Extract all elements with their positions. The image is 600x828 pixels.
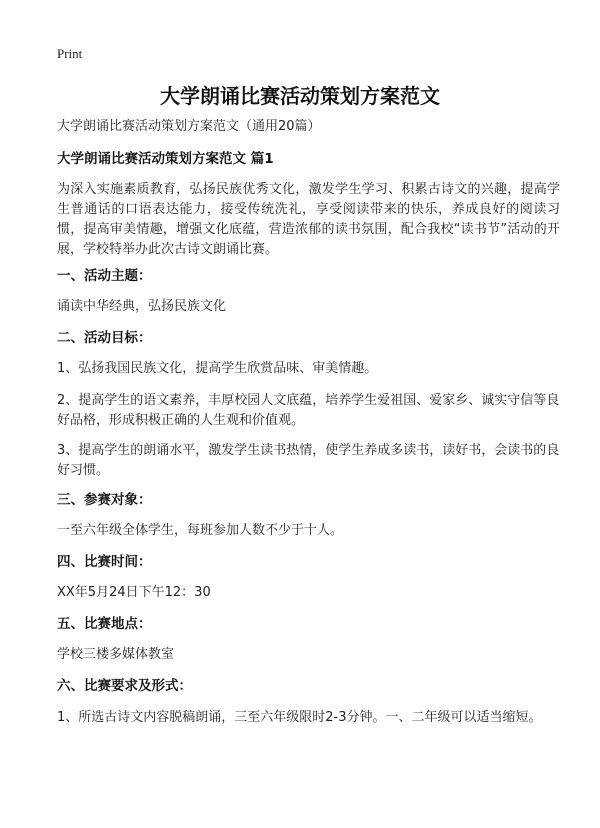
intro-paragraph: 为深入实施素质教育，弘扬民族优秀文化，激发学生学习、积累古诗文的兴趣，提高学生普通话的口语表达能力，接受传统洗礼，享受阅读带来的快乐，养成良好的阅读习惯，提高审美情趣，增强文化底蕴，营造浓郁的读书氛围，配合我校“读书节”活动的开展，学校特举办此次古诗文朗诵比赛。: [57, 182, 560, 257]
article-title: 大学朗诵比赛活动策划方案范文 篇1: [57, 151, 274, 167]
goal-item-2: 2、提高学生的语文素养，丰厚校园人文底蕴，培养学生爱祖国、爱家乡、诚实守信等良好品格，形成积极正确的人生观和价值观。: [57, 393, 560, 428]
page-title: 大学朗诵比赛活动策划方案范文: [160, 84, 440, 108]
rules-heading: 六、比赛要求及形式：: [57, 678, 192, 694]
theme-heading: 一、活动主题：: [57, 268, 152, 284]
rules-text: 1、所选古诗文内容脱稿朗诵，三至六年级限时2-3分钟。一、二年级可以适当缩短。: [57, 710, 542, 725]
print-link[interactable]: Print: [57, 46, 83, 61]
goals-heading: 二、活动目标：: [57, 330, 152, 346]
document-subtitle: 大学朗诵比赛活动策划方案范文（通用20篇）: [57, 119, 321, 134]
time-heading: 四、比赛时间：: [57, 554, 152, 570]
place-heading: 五、比赛地点：: [57, 616, 152, 632]
goal-item-3: 3、提高学生的朗诵水平，激发学生读书热情，使学生养成多读书，读好书，会读书的良好习惯。: [57, 443, 560, 478]
goal-item-1: 1、弘扬我国民族文化，提高学生欣赏品味、审美情趣。: [57, 361, 378, 376]
place-text: 学校三楼多媒体教室: [57, 647, 175, 662]
participants-heading: 三、参赛对象：: [57, 492, 152, 508]
time-text: XX年5月24日下午12：30: [57, 585, 211, 600]
theme-text: 诵读中华经典，弘扬民族文化: [57, 299, 227, 314]
participants-text: 一至六年级全体学生，每班参加人数不少于十人。: [57, 523, 344, 538]
